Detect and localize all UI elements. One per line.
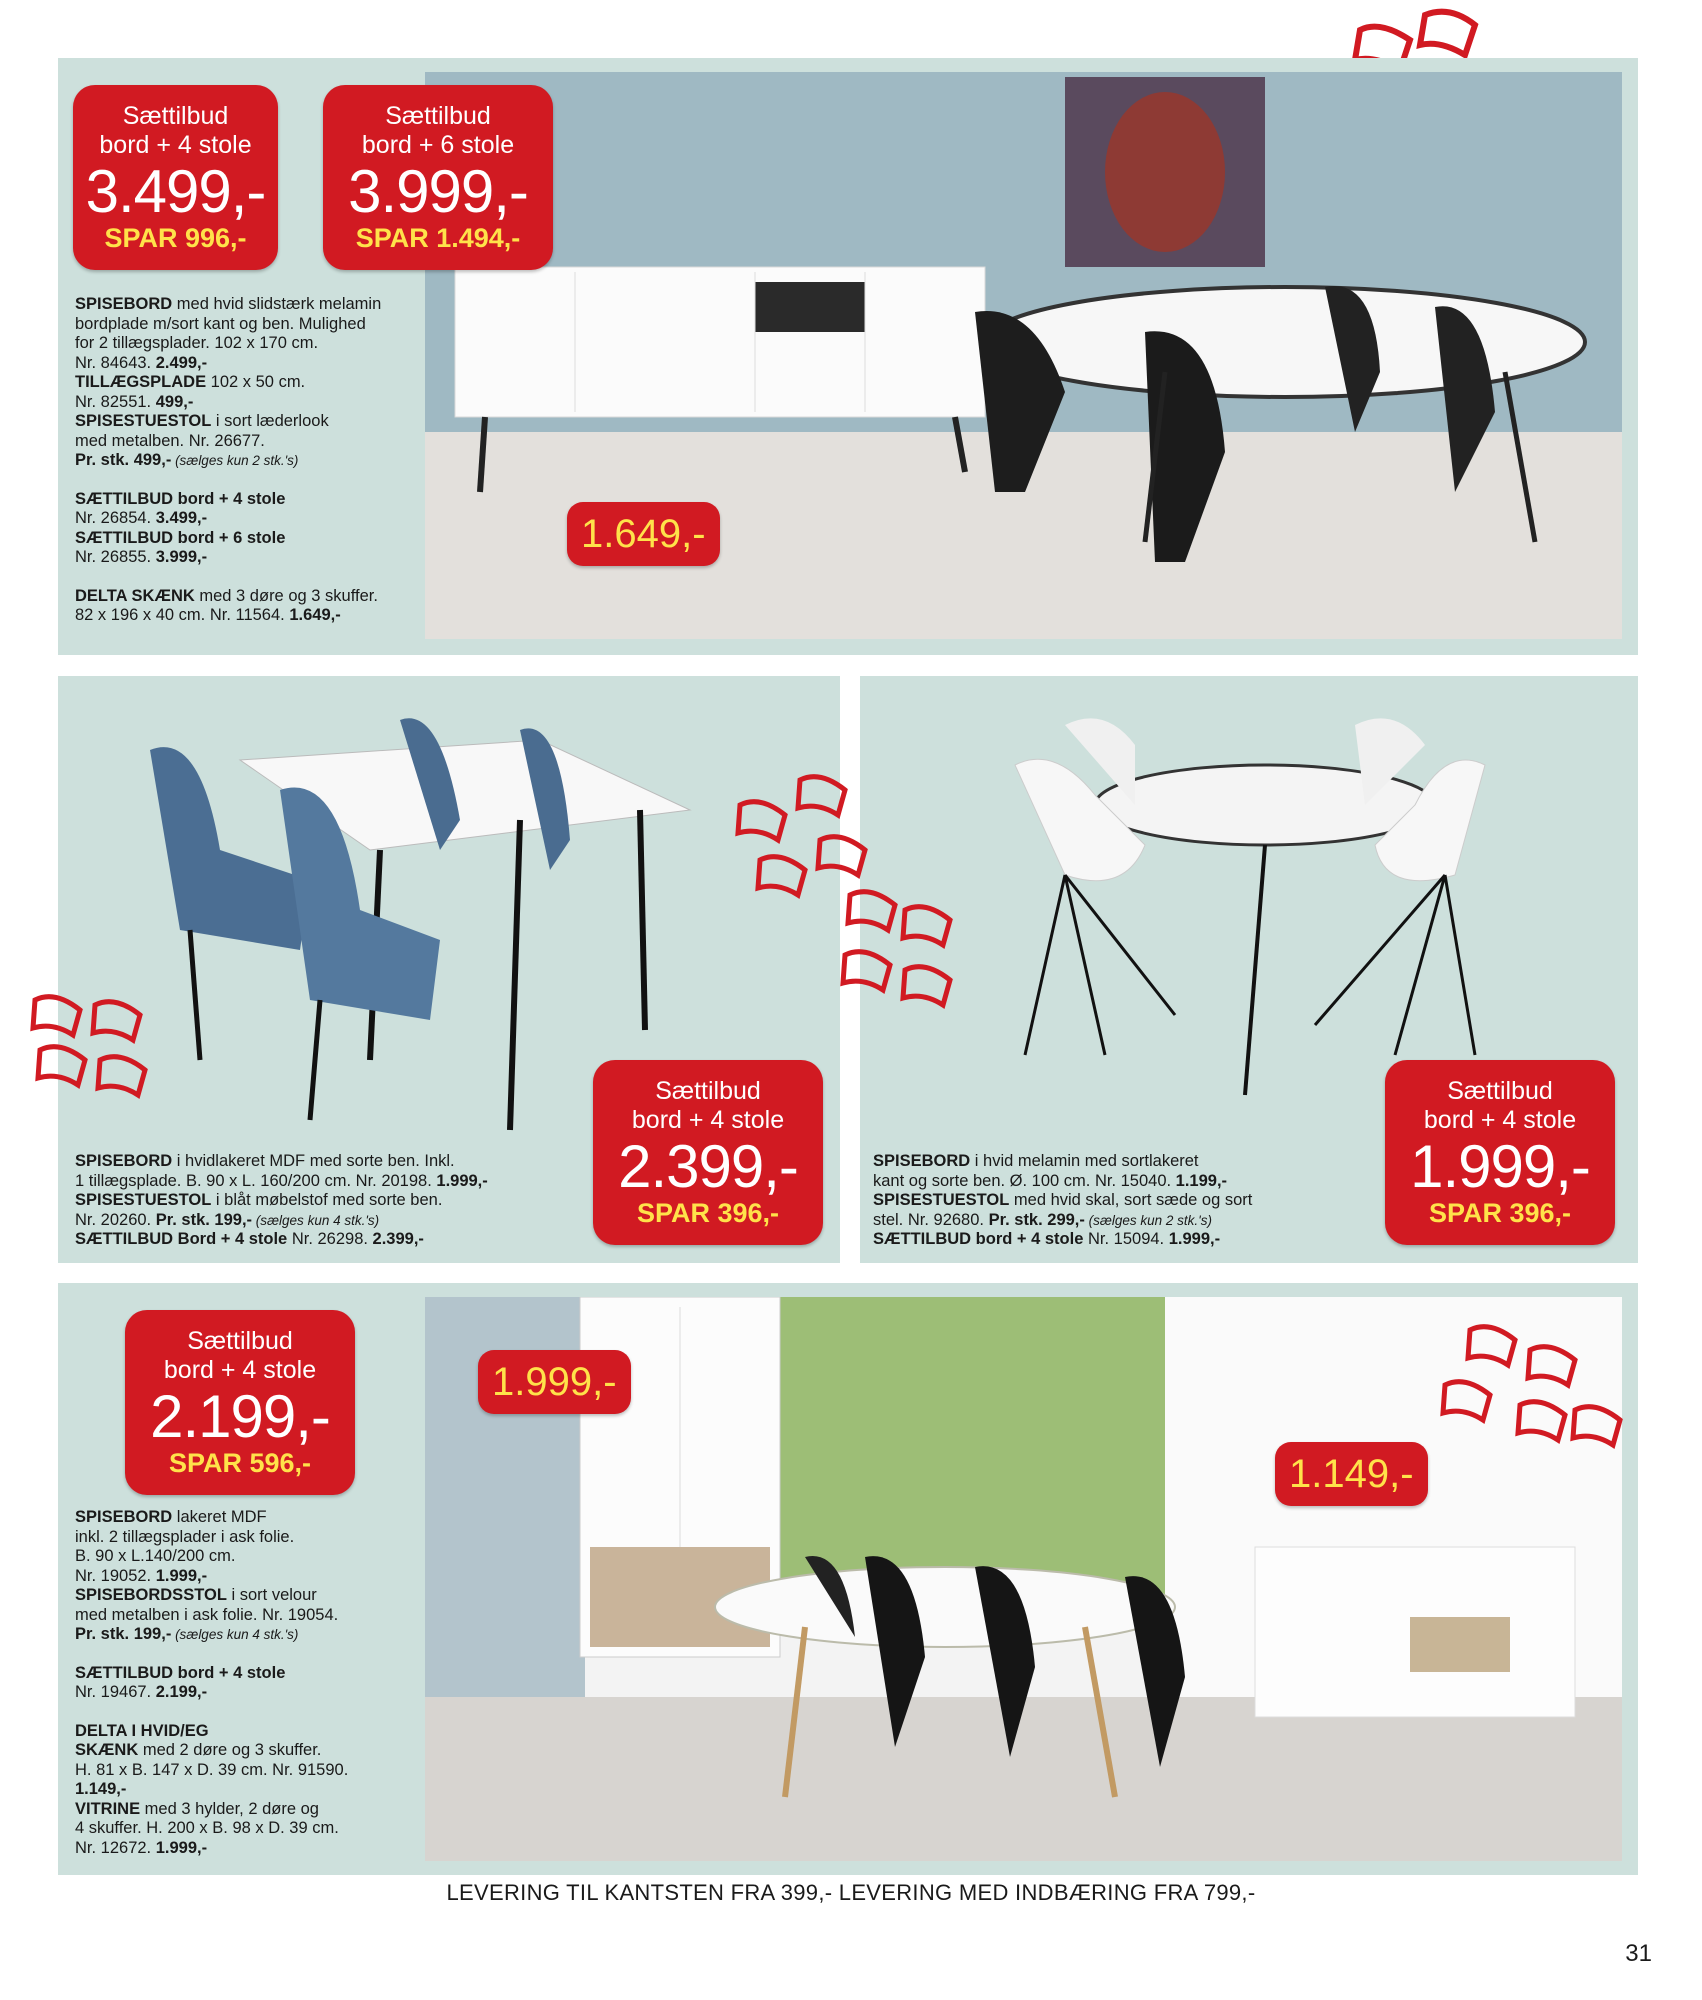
badge-title: Sættilbud xyxy=(385,101,491,130)
section3-description: SPISEBORD i hvid melamin med sortlakeret kant og sorte ben. Ø. 100 cm. Nr. 15040. 1.199,- SPISESTUESTOL med hvid skal, sort sæde og sort stel. Nr. 92680. Pr. stk. 299,- (sælges kun 2 stk.'s) SÆTTILBUD bord + 4 stole Nr. 15094. 1.999,- xyxy=(873,1152,1253,1248)
set-offer-badge-4-chairs xyxy=(73,85,278,270)
section2-description: SPISEBORD i hvidlakeret MDF med sorte ben. Inkl. 1 tillægsplade. B. 90 x L. 160/200 cm. Nr. 20198. 1.999,- SPISESTUESTOL i blåt møbelstof med sorte ben. Nr. 20260. Pr. stk. 199,- (sælges kun 4 stk.'s) SÆTTILBUD Bord + 4 stole Nr. 26298. 2.399,- xyxy=(75,1152,488,1248)
badge-savings: SPAR 996,- xyxy=(104,222,247,253)
badge-title: Sættilbud xyxy=(655,1076,761,1105)
badge-subtitle: bord + 6 stole xyxy=(361,130,515,159)
section4-description: SPISEBORD lakeret MDF inkl. 2 tillægsplader i ask folie. B. 90 x L.140/200 cm. Nr. 19052. 1.999,- SPISEBORDSSTOL i sort velour med metalben i ask folie. Nr. 19054. Pr. stk. 199,- (sælges kun 4 stk.'s) SÆTTILBUD bord + 4 stole Nr. 19467. 2.199,- DELTA I HVID/EG SKÆNK med 2 døre og 3 skuffer. H. 81 x B. 147 x D. 39 cm. Nr. 91590. 1.149,- VITRINE med 3 hylder, 2 døre og 4 skuffer. H. 200 x B. 98 x D. 39 cm. Nr. 12672. 1.999,- xyxy=(75,1508,349,1857)
badge-title: Sættilbud xyxy=(1447,1076,1553,1105)
badge-savings: SPAR 396,- xyxy=(636,1197,780,1228)
badge-subtitle: bord + 4 stole xyxy=(99,130,252,159)
white-chairs-round-table-illustration xyxy=(1005,705,1505,1105)
vitrine-price-tag: 1.999,- xyxy=(478,1350,631,1414)
badge-savings: SPAR 396,- xyxy=(1428,1197,1572,1228)
set-offer-badge xyxy=(125,1310,355,1495)
badge-price: 2.399,- xyxy=(618,1132,798,1200)
decorative-flag-icon xyxy=(25,980,175,1120)
badge-savings: SPAR 596,- xyxy=(168,1447,312,1478)
badge-subtitle: bord + 4 stole xyxy=(631,1105,785,1134)
section1-description: SPISEBORD med hvid slidstærk melamin bordplade m/sort kant og ben. Mulighed for 2 tillægsplader. 102 x 170 cm. Nr. 84643. 2.499,- TILLÆGSPLADE 102 x 50 cm. Nr. 82551. 499,- SPISESTUESTOL i sort læderlook med metalben. Nr. 26677. Pr. stk. 499,- (sælges kun 2 stk.'s) SÆTTILBUD bord + 4 stole Nr. 26854. 3.499,- SÆTTILBUD bord + 6 stole Nr. 26855. 3.999,- DELTA SKÆNK med 3 døre og 3 skuffer. 82 x 196 x 40 cm. Nr. 11564. 1.649,- xyxy=(75,295,382,624)
set-offer-badge-6-chairs xyxy=(323,85,553,270)
badge-subtitle: bord + 4 stole xyxy=(163,1355,317,1384)
set-offer-badge xyxy=(1385,1060,1615,1245)
badge-price: 3.499,- xyxy=(85,157,266,225)
badge-subtitle: bord + 4 stole xyxy=(1423,1105,1577,1134)
badge-price: 2.199,- xyxy=(150,1382,330,1450)
decorative-flag-icon xyxy=(1430,1310,1630,1480)
badge-title: Sættilbud xyxy=(187,1326,293,1355)
sideboard-price-tag: 1.649,- xyxy=(567,502,720,566)
page-number: 31 xyxy=(1625,1940,1652,1967)
badge-title: Sættilbud xyxy=(122,101,229,130)
badge-savings: SPAR 1.494,- xyxy=(355,222,521,253)
delivery-info: LEVERING TIL KANTSTEN FRA 399,- LEVERING MED INDBÆRING FRA 799,- xyxy=(446,1880,1256,1905)
sideboard-price-tag: 1.149,- xyxy=(1275,1442,1428,1506)
badge-price: 3.999,- xyxy=(348,157,528,225)
badge-price: 1.999,- xyxy=(1410,1132,1590,1200)
decorative-flag-icon xyxy=(730,765,990,1035)
set-offer-badge xyxy=(593,1060,823,1245)
